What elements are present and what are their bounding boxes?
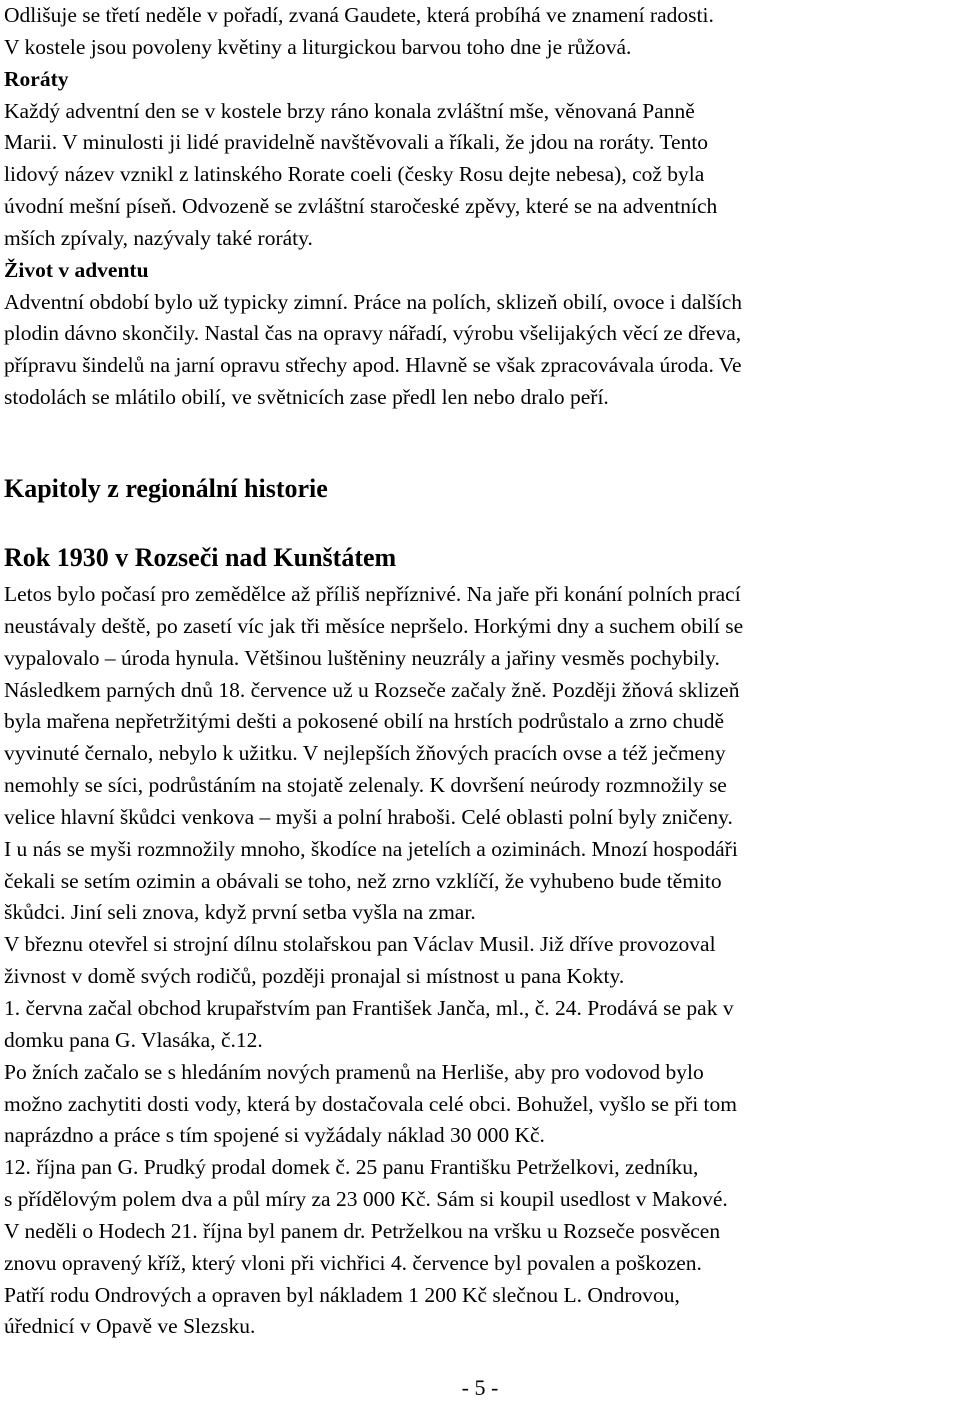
article-heading: Rok 1930 v Rozseči nad Kunštátem: [4, 543, 397, 572]
paragraph-line: 12. října pan G. Prudký prodal domek č. 25 panu Františku Petrželkovi, zedníku,: [4, 1155, 699, 1180]
paragraph-line: vyvinuté černalo, nebylo k užitku. V nejlepších žňových pracích ovse a též ječmeny: [4, 741, 726, 766]
document-page: [4, 0, 956, 414]
paragraph-line: stodolách se mlátilo obilí, ve světnicích zase předl len nebo dralo peří.: [4, 385, 609, 410]
paragraph-line: Odlišuje se třetí neděle v pořadí, zvaná Gaudete, která probíhá ve znamení radosti.: [4, 3, 714, 27]
subheading: Roráty: [4, 66, 69, 91]
paragraph-line: neustávaly deště, po zasetí víc jak tři měsíce nepršelo. Horkými dny a suchem obilí se: [4, 613, 744, 638]
paragraph-line: Adventní období bylo už typicky zimní. Práce na polích, sklizeň obilí, ovoce i dalších: [4, 289, 743, 314]
paragraph-line: V březnu otevřel si strojní dílnu stolařskou pan Václav Musil. Již dříve provozoval: [4, 932, 716, 957]
paragraph-line: úvodní mešní píseň. Odvozeně se zvláštní staročeské zpěvy, které se na adventních: [4, 194, 718, 219]
paragraph-line: V neděli o Hodech 21. října byl panem dr. Petrželkou na vršku u Rozseče posvěcen: [4, 1218, 721, 1243]
page-number: - 5 -: [461, 1375, 499, 1400]
paragraph-line: domku pana G. Vlasáka, č.12.: [4, 1027, 263, 1052]
paragraph-line: škůdci. Jiní seli znova, když první setba vyšla na zmar.: [4, 900, 476, 925]
paragraph-line: Po žních začalo se s hledáním nových pramenů na Herliše, aby pro vodovod bylo: [4, 1059, 704, 1084]
paragraph-line: byla mařena nepřetržitými dešti a pokosené obilí na hrstích podrůstalo a zrno chudě: [4, 709, 725, 734]
paragraph-line: velice hlavní škůdci venkova – myši a polní hraboši. Celé oblasti polní byly zničeny.: [4, 804, 733, 829]
paragraph-line: možno zachytiti dosti vody, která by dostačovala celé obci. Bohužel, vyšlo se při tom: [4, 1091, 738, 1116]
paragraph-line: čekali se setím ozimin a obávali se toho, než zrno vzklíčí, že vyhubeno bude těmito: [4, 868, 722, 893]
paragraph-line: lidový název vznikl z latinského Rorate coeli (česky Rosu dejte nebesa), což byla: [4, 162, 705, 187]
paragraph-line: úřednicí v Opavě ve Slezsku.: [4, 1314, 256, 1339]
paragraph-line: s přídělovým polem dva a půl míry za 23 000 Kč. Sám si koupil usedlost v Makové.: [4, 1187, 728, 1212]
paragraph-line: 1. června začal obchod krupařstvím pan František Janča, ml., č. 24. Prodává se pak v: [4, 995, 734, 1020]
paragraph-line: znovu opravený kříž, který vloni při vichřici 4. července byl povalen a poškozen.: [4, 1250, 702, 1275]
paragraph-line: Každý adventní den se v kostele brzy ráno konala zvláštní mše, věnovaná Panně: [4, 98, 695, 123]
paragraph-line: živnost v domě svých rodičů, později pronajal si místnost u pana Kokty.: [4, 964, 625, 989]
paragraph-line: I u nás se myši rozmnožily mnoho, škodíce na jetelích a oziminách. Mnozí hospodáři: [4, 836, 738, 861]
paragraph-line: Marii. V minulosti ji lidé pravidelně navštěvovali a říkali, že jdou na roráty. Tento: [4, 130, 709, 155]
paragraph-line: mších zpívaly, nazývaly také roráty.: [4, 225, 313, 250]
paragraph-line: naprázdno a práce s tím spojené si vyžádaly náklad 30 000 Kč.: [4, 1123, 545, 1148]
paragraph-line: V kostele jsou povoleny květiny a liturgickou barvou toho dne je růžová.: [4, 34, 632, 59]
subheading: Život v adventu: [4, 257, 149, 282]
section-advent-text: [4, 0, 956, 414]
chapter-heading: Kapitoly z regionální historie: [4, 474, 328, 503]
paragraph-line: Následkem parných dnů 18. července už u Rozseče začaly žně. Později žňová sklizeň: [4, 677, 740, 702]
paragraph-line: vypalovalo – úroda hynula. Většinou luštěniny neuzrály a jařiny vesměs pochybily.: [4, 645, 720, 670]
paragraph-line: plodin dávno skončily. Nastal čas na opravy nářadí, výrobu všelijakých věcí ze dřeva,: [4, 321, 742, 346]
paragraph-line: nemohly se síci, podrůstáním na stojatě zelenaly. K dovršení neúrody rozmnožily se: [4, 773, 727, 798]
paragraph-line: Patří rodu Ondrových a opraven byl nákladem 1 200 Kč slečnou L. Ondrovou,: [4, 1282, 680, 1307]
paragraph-line: přípravu šindelů na jarní opravu střechy apod. Hlavně se však zpracovávala úroda. Ve: [4, 353, 742, 378]
paragraph-line: Letos bylo počasí pro zemědělce až příliš nepříznivé. Na jaře při konání polních prací: [4, 582, 741, 606]
section-1930-text: [4, 579, 956, 1343]
